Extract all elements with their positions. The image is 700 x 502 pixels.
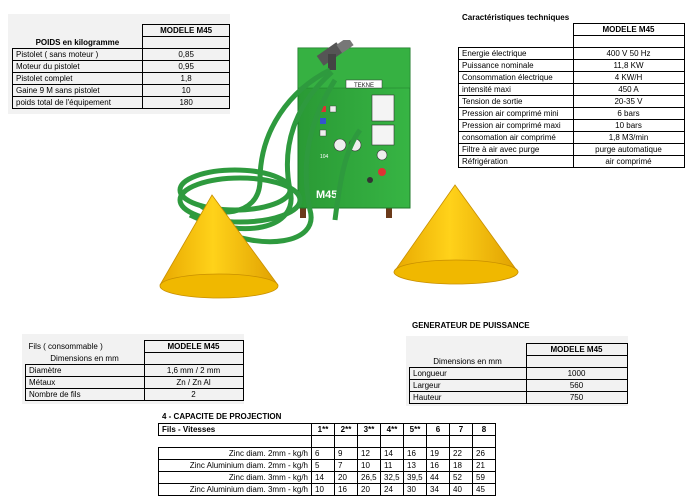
speed-header: 3** [358,424,381,436]
speed-header: 5** [404,424,427,436]
spec-label: Filtre à air avec purge [459,144,574,156]
generator-model-header: MODELE M45 [526,344,627,356]
capacity-label: Zinc diam. 2mm - kg/h [159,448,312,460]
capacity-title: 4 - CAPACITE DE PROJECTION [162,412,282,421]
capacity-value: 16 [335,484,358,496]
capacity-value: 21 [473,460,496,472]
capacity-value: 5 [312,460,335,472]
table-row [26,365,244,377]
table-row [410,368,628,380]
spec-label: Puissance nominale [459,60,574,72]
capacity-value: 16 [427,460,450,472]
weight-value: 0,95 [143,61,230,73]
spec-value: air comprimé [573,156,684,168]
spec-value: 450 A [573,84,684,96]
table-row [26,377,244,389]
wire-label: Métaux [26,377,145,389]
wires-table [25,340,244,401]
machine-top-label: TEKNE [353,83,375,89]
speed-header: 2** [335,424,358,436]
capacity-value: 9 [335,448,358,460]
spec-label: Tension de sortie [459,96,574,108]
spec-value: 10 bars [573,120,684,132]
generator-value: 560 [526,380,627,392]
spec-label: Energie électrique [459,48,574,60]
right-cone [394,185,518,284]
capacity-value: 19 [427,448,450,460]
capacity-value: 26 [473,448,496,460]
spec-label: intensité maxi [459,84,574,96]
weight-label: Pistolet ( sans moteur ) [13,49,143,61]
capacity-value: 22 [450,448,473,460]
left-cone [160,195,278,298]
capacity-value: 24 [381,484,404,496]
wire-label: Diamètre [26,365,145,377]
weight-label: Gaine 9 M sans pistolet [13,85,143,97]
weight-value: 180 [143,97,230,109]
capacity-header-label: Fils - Vitesses [159,424,312,436]
machine-panel-number: 104 [320,154,329,160]
capacity-label: Zinc diam. 3mm - kg/h [159,472,312,484]
spec-label: Pression air comprimé mini [459,108,574,120]
speed-header: 4** [381,424,404,436]
generator-label: Largeur [410,380,527,392]
table-row [410,392,628,404]
generator-label: Longueur [410,368,527,380]
weight-label: Pistolet complet [13,73,143,85]
specs-title: Caractéristiques techniques [462,13,570,22]
capacity-value: 6 [312,448,335,460]
spec-value: 1,8 M3/min [573,132,684,144]
machine-illustration [150,40,530,310]
spec-value: purge automatique [573,144,684,156]
spec-label: Pression air comprimé maxi [459,120,574,132]
generator-title: GENERATEUR DE PUISSANCE [412,321,530,330]
capacity-label: Zinc Aluminium diam. 2mm - kg/h [159,460,312,472]
wire-value: Zn / Zn Al [144,377,243,389]
wires-model-header: MODELE M45 [144,341,243,353]
weight-label: poids total de l'équipement [13,97,143,109]
table-row [159,484,496,496]
capacity-value: 16 [404,448,427,460]
table-row [159,472,496,484]
weight-value: 0,85 [143,49,230,61]
wire-value: 1,6 mm / 2 mm [144,365,243,377]
spec-label: Réfrigération [459,156,574,168]
capacity-value: 44 [427,472,450,484]
capacity-table [158,423,496,496]
generator-panel [406,336,628,406]
capacity-value: 10 [358,460,381,472]
capacity-value: 40 [450,484,473,496]
capacity-value: 14 [312,472,335,484]
capacity-value: 10 [312,484,335,496]
machine-model-marking: M45 [316,189,338,201]
capacity-value: 20 [335,472,358,484]
speed-header: 8 [473,424,496,436]
spec-value: 11,8 KW [573,60,684,72]
capacity-value: 12 [358,448,381,460]
specs-model-header: MODELE M45 [573,24,684,36]
generator-value: 750 [526,392,627,404]
speed-header: 1** [312,424,335,436]
capacity-value: 11 [381,460,404,472]
capacity-value: 30 [404,484,427,496]
spec-value: 20-35 V [573,96,684,108]
wires-panel [22,334,244,404]
spec-value: 400 V 50 Hz [573,48,684,60]
weights-model-header: MODELE M45 [143,25,230,37]
speed-header: 7 [450,424,473,436]
capacity-value: 26,5 [358,472,381,484]
capacity-value: 52 [450,472,473,484]
wires-dimensions-label: Dimensions en mm [50,353,119,363]
spec-value: 4 KW/H [573,72,684,84]
wire-label: Nombre de fils [26,389,145,401]
weight-value: 1,8 [143,73,230,85]
table-row [159,448,496,460]
capacity-value: 34 [427,484,450,496]
weight-label: Moteur du pistolet [13,61,143,73]
capacity-value: 59 [473,472,496,484]
capacity-value: 7 [335,460,358,472]
capacity-value: 39,5 [404,472,427,484]
table-row [26,389,244,401]
capacity-value: 13 [404,460,427,472]
generator-dimensions-label: Dimensions en mm [433,356,502,366]
table-row [410,380,628,392]
wire-value: 2 [144,389,243,401]
generator-table [409,343,628,404]
capacity-label: Zinc Aluminium diam. 3mm - kg/h [159,484,312,496]
spec-label: Consommation électrique [459,72,574,84]
spec-value: 6 bars [573,108,684,120]
generator-value: 1000 [526,368,627,380]
capacity-value: 32,5 [381,472,404,484]
weights-section-label: POIDS en kilogramme [35,37,120,47]
speed-header: 6 [427,424,450,436]
capacity-value: 45 [473,484,496,496]
capacity-value: 18 [450,460,473,472]
wires-header-label: Fils ( consommable ) [28,342,103,351]
weight-value: 10 [143,85,230,97]
generator-label: Hauteur [410,392,527,404]
capacity-value: 14 [381,448,404,460]
capacity-value: 20 [358,484,381,496]
spec-label: consomation air comprimé [459,132,574,144]
table-row [159,460,496,472]
